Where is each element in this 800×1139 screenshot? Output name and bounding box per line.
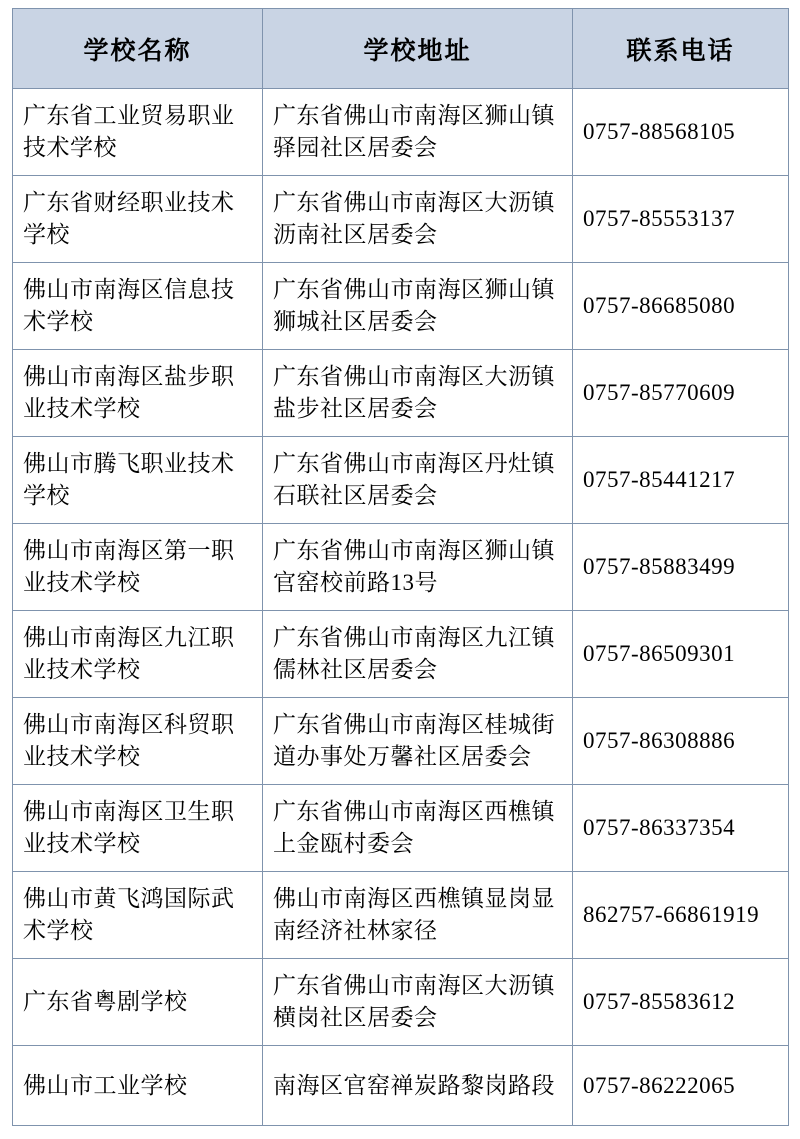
cell-school-address: 广东省佛山市南海区大沥镇沥南社区居委会 — [263, 176, 573, 263]
cell-contact-phone: 0757-88568105 — [573, 89, 789, 176]
cell-school-address: 广东省佛山市南海区狮山镇驿园社区居委会 — [263, 89, 573, 176]
table-row — [13, 350, 789, 437]
cell-school-name: 佛山市南海区第一职业技术学校 — [13, 524, 263, 611]
column-header-school-name: 学校名称 — [13, 9, 263, 89]
table-row — [13, 1046, 789, 1126]
table-header-row — [13, 9, 789, 89]
cell-school-name: 佛山市黄飞鸿国际武术学校 — [13, 872, 263, 959]
table-header — [13, 9, 789, 89]
cell-school-address: 广东省佛山市南海区狮山镇狮城社区居委会 — [263, 263, 573, 350]
cell-contact-phone: 0757-85441217 — [573, 437, 789, 524]
cell-school-name: 佛山市南海区卫生职业技术学校 — [13, 785, 263, 872]
cell-school-name: 广东省财经职业技术学校 — [13, 176, 263, 263]
table-body — [13, 89, 789, 1126]
cell-contact-phone: 0757-86509301 — [573, 611, 789, 698]
cell-school-address: 广东省佛山市南海区狮山镇官窑校前路13号 — [263, 524, 573, 611]
table-row — [13, 263, 789, 350]
cell-school-name: 广东省工业贸易职业技术学校 — [13, 89, 263, 176]
cell-contact-phone: 0757-85883499 — [573, 524, 789, 611]
cell-school-address: 南海区官窑禅炭路黎岗路段 — [263, 1046, 573, 1126]
table-row — [13, 698, 789, 785]
cell-contact-phone: 0757-86308886 — [573, 698, 789, 785]
school-directory-table — [12, 8, 789, 1126]
table-row — [13, 872, 789, 959]
table-row — [13, 785, 789, 872]
cell-school-address: 广东省佛山市南海区桂城街道办事处万馨社区居委会 — [263, 698, 573, 785]
cell-contact-phone: 0757-85583612 — [573, 959, 789, 1046]
table-row — [13, 437, 789, 524]
cell-contact-phone: 0757-86222065 — [573, 1046, 789, 1126]
cell-school-name: 佛山市南海区科贸职业技术学校 — [13, 698, 263, 785]
cell-school-name: 广东省粤剧学校 — [13, 959, 263, 1046]
cell-contact-phone: 862757-66861919 — [573, 872, 789, 959]
cell-school-name: 佛山市工业学校 — [13, 1046, 263, 1126]
column-header-contact-phone: 联系电话 — [573, 9, 789, 89]
cell-school-name: 佛山市南海区盐步职业技术学校 — [13, 350, 263, 437]
cell-school-address: 广东省佛山市南海区九江镇儒林社区居委会 — [263, 611, 573, 698]
table-row — [13, 611, 789, 698]
cell-school-name: 佛山市南海区九江职业技术学校 — [13, 611, 263, 698]
cell-school-address: 广东省佛山市南海区西樵镇上金瓯村委会 — [263, 785, 573, 872]
cell-school-address: 佛山市南海区西樵镇显岗显南经济社林家径 — [263, 872, 573, 959]
cell-school-name: 佛山市南海区信息技术学校 — [13, 263, 263, 350]
cell-school-address: 广东省佛山市南海区大沥镇盐步社区居委会 — [263, 350, 573, 437]
cell-school-address: 广东省佛山市南海区丹灶镇石联社区居委会 — [263, 437, 573, 524]
cell-contact-phone: 0757-86685080 — [573, 263, 789, 350]
cell-contact-phone: 0757-85770609 — [573, 350, 789, 437]
table-row — [13, 89, 789, 176]
cell-contact-phone: 0757-85553137 — [573, 176, 789, 263]
table-row — [13, 959, 789, 1046]
cell-school-address: 广东省佛山市南海区大沥镇横岗社区居委会 — [263, 959, 573, 1046]
table-row — [13, 176, 789, 263]
table-row — [13, 524, 789, 611]
cell-school-name: 佛山市腾飞职业技术学校 — [13, 437, 263, 524]
column-header-school-address: 学校地址 — [263, 9, 573, 89]
cell-contact-phone: 0757-86337354 — [573, 785, 789, 872]
